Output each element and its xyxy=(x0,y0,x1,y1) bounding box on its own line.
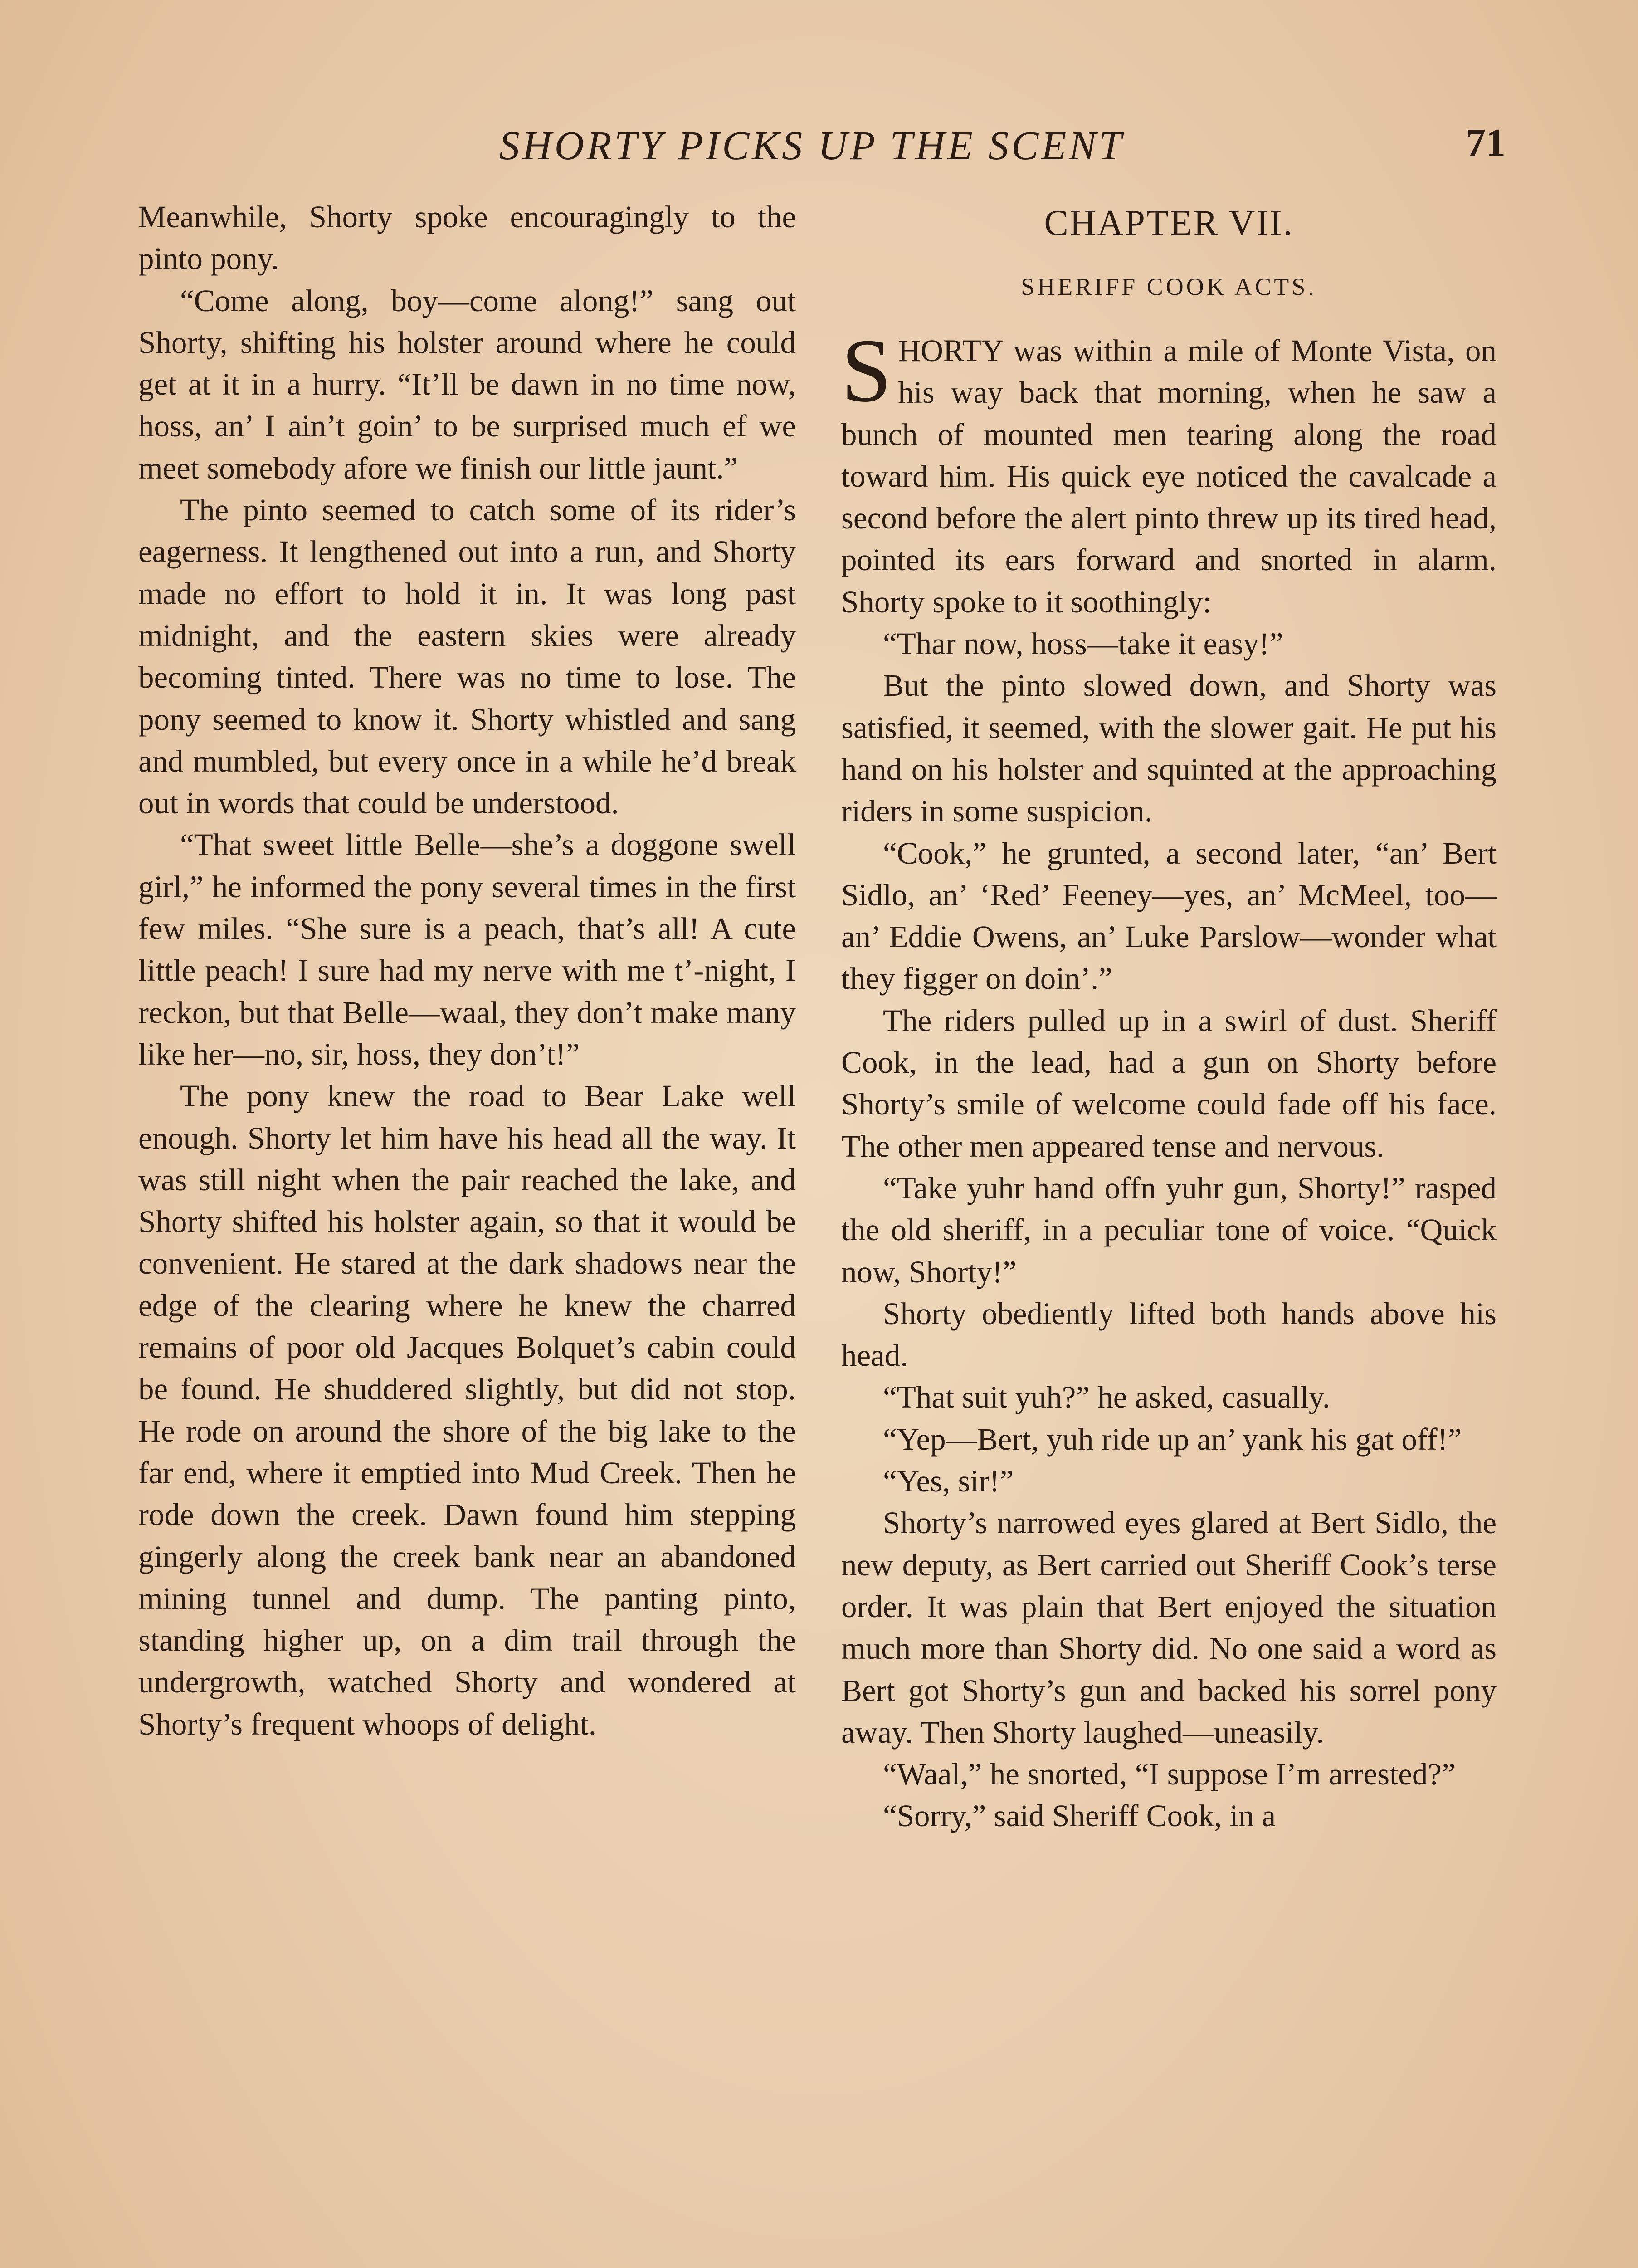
paragraph: “Cook,” he grunted, a second later, “an’ Bert Sidlo, an’ ‘Red’ Feeney—yes, an’ McMeel, too—an’ Eddie Owens, an’ Luke Parslow—wonder what they figger on doin’.” xyxy=(841,836,1497,996)
paragraph: “Waal,” he snorted, “I suppose I’m arrested?” xyxy=(883,1757,1456,1792)
drop-cap: S xyxy=(841,321,892,421)
paragraph: “Sorry,” said Sheriff Cook, in a xyxy=(883,1799,1276,1833)
paragraph: “Come along, boy—come along!” sang out Shorty, shifting his holster around where he could get at it in a hurry. “It’ll be dawn in no time now, hoss, an’ I ain’t goin’ to be surprised much ef we meet somebody afore we finish our little jaunt.” xyxy=(138,283,796,485)
paragraph: Meanwhile, Shorty spoke encouragingly to the pinto pony. xyxy=(138,200,796,276)
chapter-subtitle: SHERIFF COOK ACTS. xyxy=(1021,273,1317,300)
paragraph: But the pinto slowed down, and Shorty was satisfied, it seemed, with the slower gait. He put his hand on his holster and squinted at the approaching riders in some suspicion. xyxy=(841,668,1497,829)
running-title: SHORTY PICKS UP THE SCENT xyxy=(499,123,1125,168)
paragraph: “That sweet little Belle—she’s a doggone swell girl,” he informed the pony several times in the first few miles. “She sure is a peach, that’s all! A cute little peach! I sure had my nerve with me t’-night, I reckon, but that Belle—waal, they don’t make many like her—no, sir, hoss, they don’t!” xyxy=(138,827,796,1071)
chapter-heading: CHAPTER VII. xyxy=(1044,203,1294,243)
opening-paragraph-text: HORTY was within a mile of Monte Vista, on his way back that morning, when he saw a bunch of mounted men tearing along the road toward him. His quick eye noticed the cavalcade a second before the alert pinto threw up its tired head, pointed its ears forward and snorted in alarm. Shorty spoke to it soothingly: xyxy=(841,333,1497,619)
running-head xyxy=(136,119,1506,173)
paragraph: The riders pulled up in a swirl of dust. Sheriff Cook, in the lead, had a gun on Shorty before Shorty’s smile of welcome could fade off his face. The other men appeared tense and nervous. xyxy=(841,1003,1497,1163)
paragraph: “Thar now, hoss—take it easy!” xyxy=(883,626,1283,661)
paragraph: Shorty’s narrowed eyes glared at Bert Sidlo, the new deputy, as Bert carried out Sheriff Cook’s terse order. It was plain that Bert enjoyed the situation much more than Shorty did. No one said a word as Bert got Shorty’s gun and backed his sorrel pony away. Then Shorty laughed—uneasily. xyxy=(841,1505,1497,1750)
paragraph: Shorty obediently lifted both hands above his head. xyxy=(841,1296,1497,1373)
left-column xyxy=(138,196,796,1745)
paragraph: “Yes, sir!” xyxy=(883,1464,1014,1499)
right-column xyxy=(841,196,1497,1837)
paragraph: The pony knew the road to Bear Lake well enough. Shorty let him have his head all the way. It was still night when the pair reached the lake, and Shorty shifted his holster again, so that it would be convenient. He stared at the dark shadows near the edge of the clearing where he knew the charred remains of poor old Jacques Bolquet’s cabin could be found. He shuddered slightly, but did not stop. He rode on around the shore of the big lake to the far end, where it emptied into Mud Creek. Then he rode down the creek. Dawn found him stepping gingerly along the creek bank near an abandoned mining tunnel and dump. The panting pinto, standing higher up, on a dim trail through the undergrowth, watched Shorty and wondered at Shorty’s frequent whoops of delight. xyxy=(138,1079,796,1741)
paragraph: “That suit yuh?” he asked, casually. xyxy=(883,1380,1331,1415)
paragraph: The pinto seemed to catch some of its rider’s eagerness. It lengthened out into a run, and Shorty made no effort to hold it in. It was long past midnight, and the eastern skies were already becoming tinted. There was no time to lose. The pony seemed to know it. Shorty whistled and sang and mumbled, but every once in a while he’d break out in words that could be understood. xyxy=(138,493,796,821)
paragraph: “Yep—Bert, yuh ride up an’ yank his gat off!” xyxy=(883,1422,1462,1457)
paragraph: “Take yuhr hand offn yuhr gun, Shorty!” rasped the old sheriff, in a peculiar tone of voice. “Quick now, Shorty!” xyxy=(841,1170,1497,1289)
chapter-opening-paragraph xyxy=(841,321,1497,623)
page-number: 71 xyxy=(1466,121,1506,165)
